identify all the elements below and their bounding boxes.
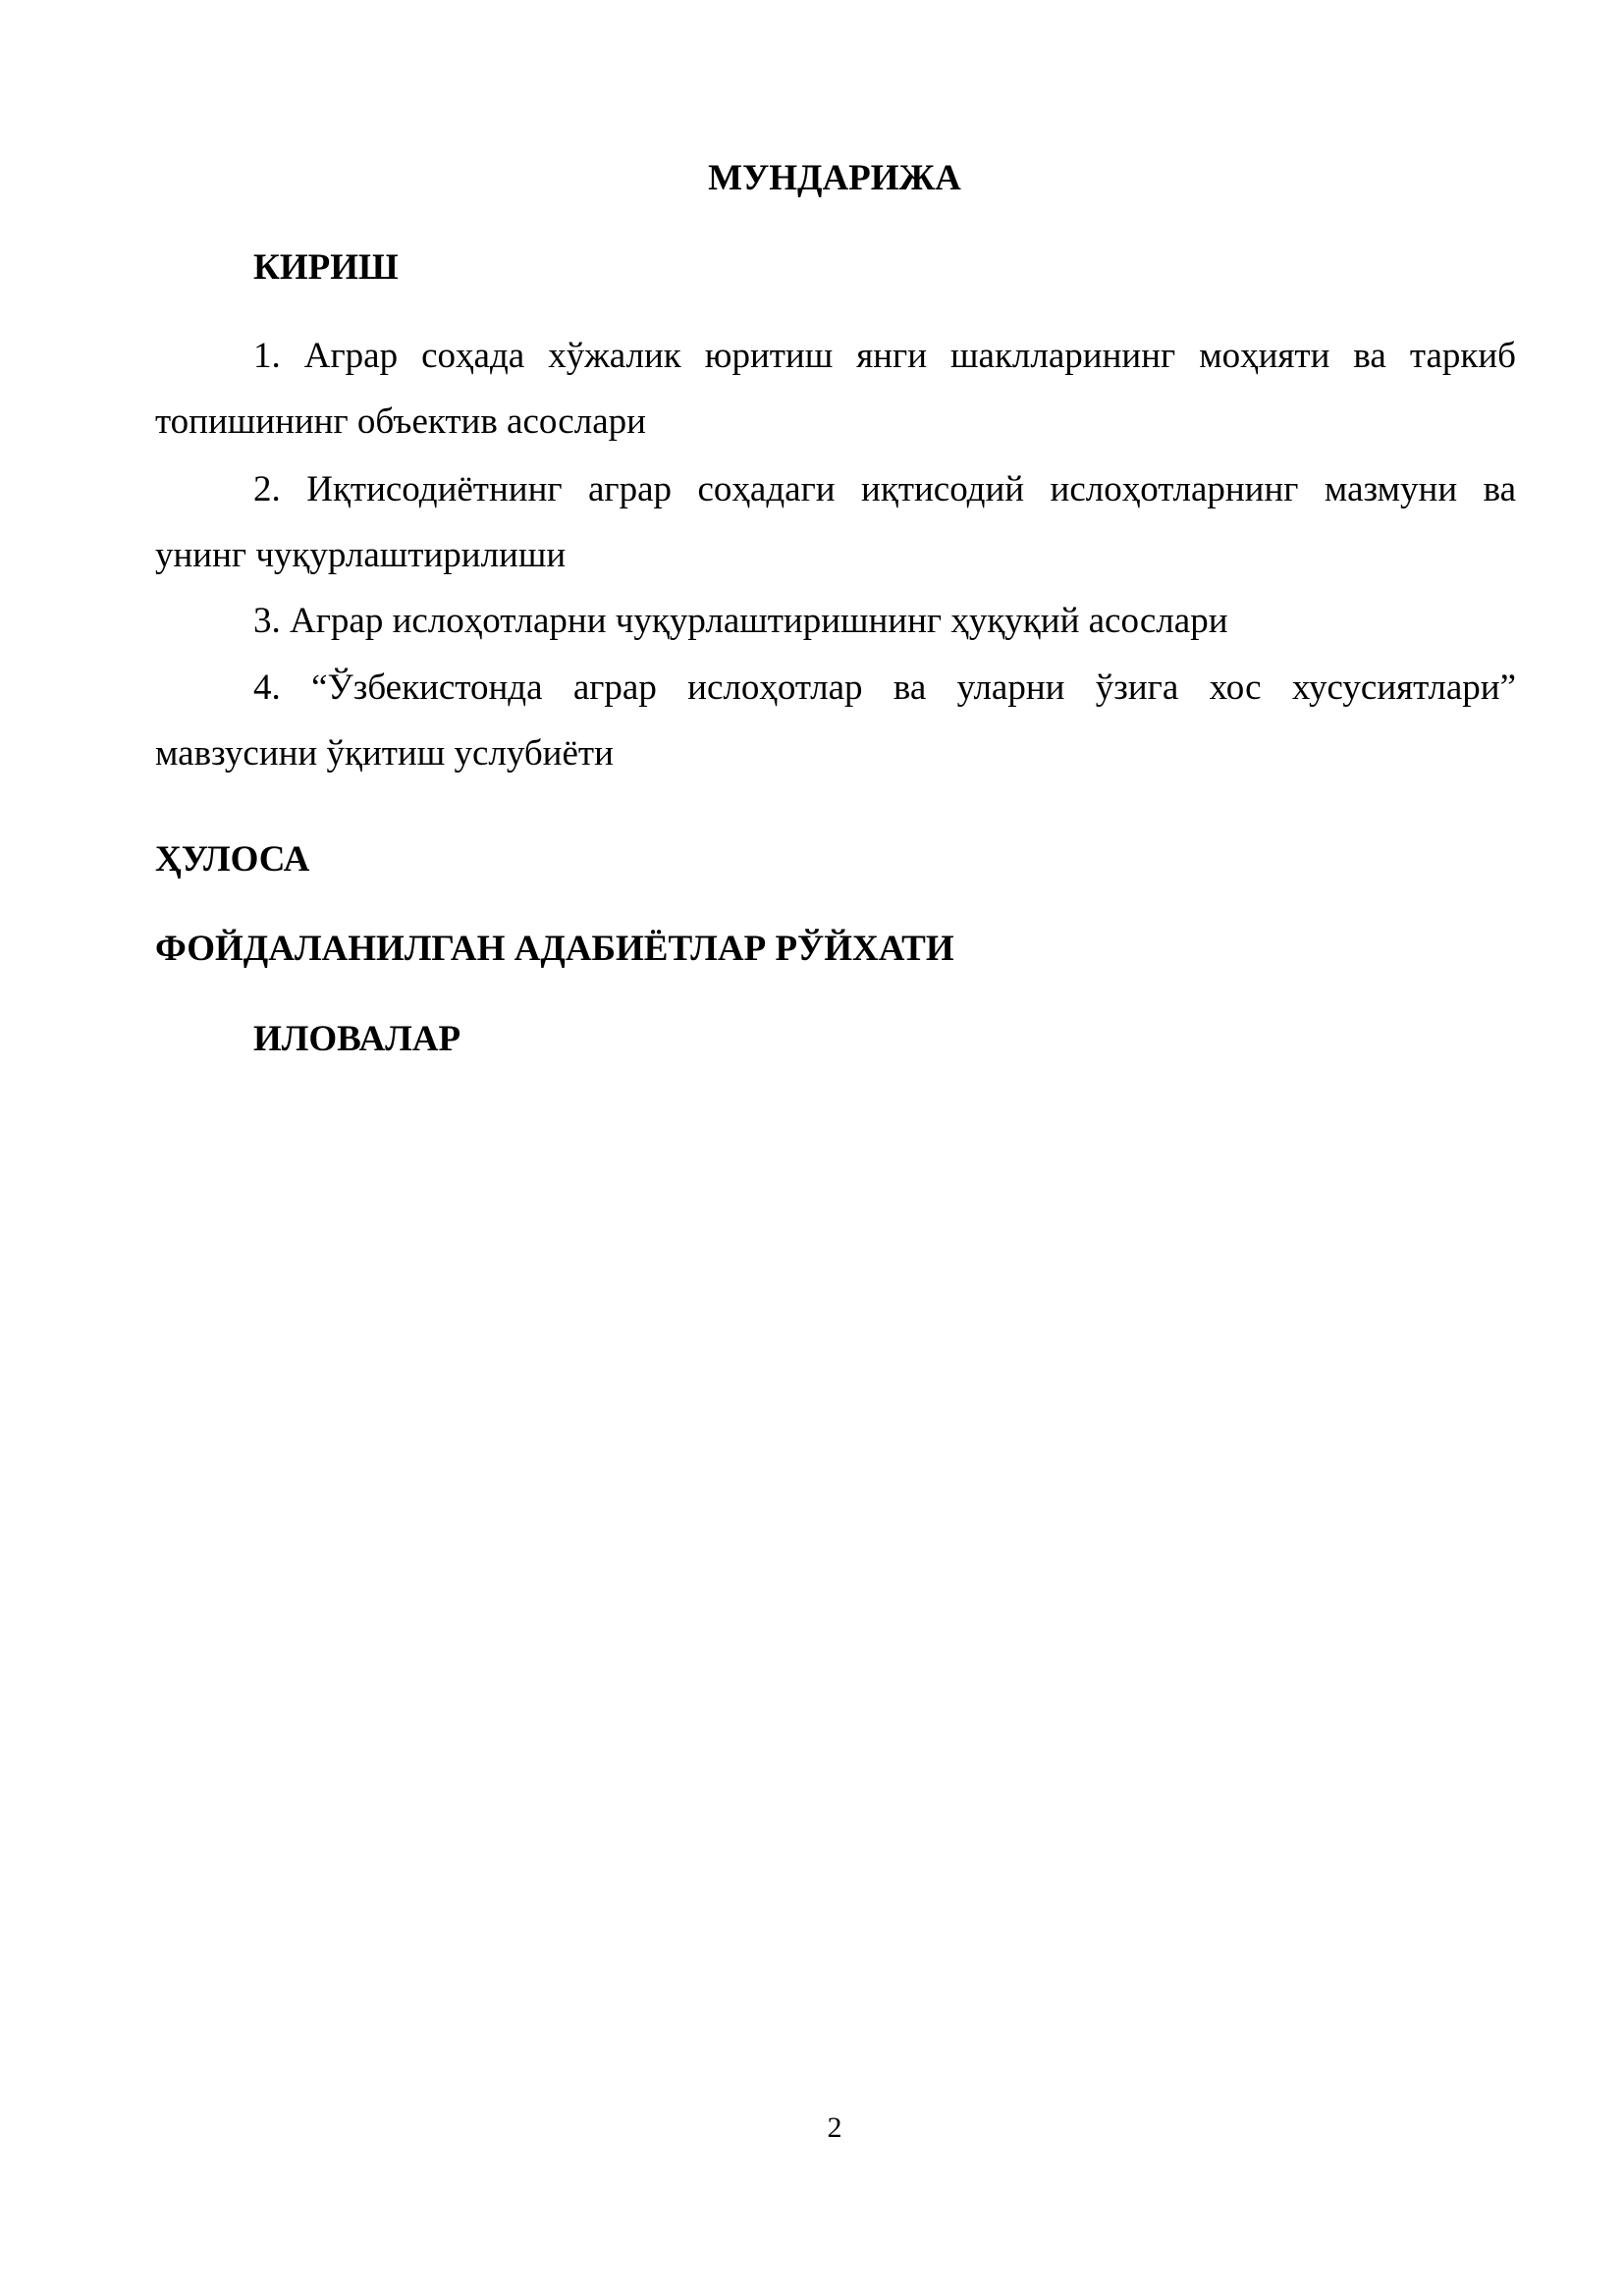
toc-item-4	[155, 655, 1516, 786]
toc-item-2-line-2: унинг чуқурлаштирилиши	[155, 535, 567, 575]
toc-item-4-line-1: 4. “Ўзбекистонда аграр ислоҳотлар ва уларни ўзига хос хусусиятлари”	[253, 667, 1516, 708]
toc-item-1	[155, 323, 1516, 454]
toc-item-3	[155, 588, 1516, 654]
toc-entry-introduction: КИРИШ	[253, 247, 399, 288]
toc-item-4-line-2: мавзусини ўқитиш услубиёти	[155, 733, 614, 774]
toc-item-2	[155, 456, 1516, 588]
toc-entry-conclusion: ҲУЛОСА	[155, 839, 310, 880]
toc-entry-appendices: ИЛОВАЛАР	[253, 1019, 461, 1059]
page-title: МУНДАРИЖА	[708, 158, 961, 198]
toc-item-1-line-2: топишининг объектив асослари	[155, 401, 646, 442]
toc-item-2-line-1: 2. Иқтисодиётнинг аграр соҳадаги иқтисодий ислоҳотларнинг мазмуни ва	[253, 469, 1516, 509]
toc-entry-references: ФОЙДАЛАНИЛГАН АДАБИЁТЛАР РЎЙХАТИ	[155, 929, 954, 969]
toc-item-3-line-1: 3. Аграр ислоҳотларни чуқурлаштиришнинг ҳуқуқий асослари	[253, 601, 1228, 641]
toc-item-1-line-1: 1. Аграр соҳада хўжалик юритиш янги шаклларининг моҳияти ва таркиб	[253, 336, 1516, 376]
page-number: 2	[827, 2111, 842, 2144]
